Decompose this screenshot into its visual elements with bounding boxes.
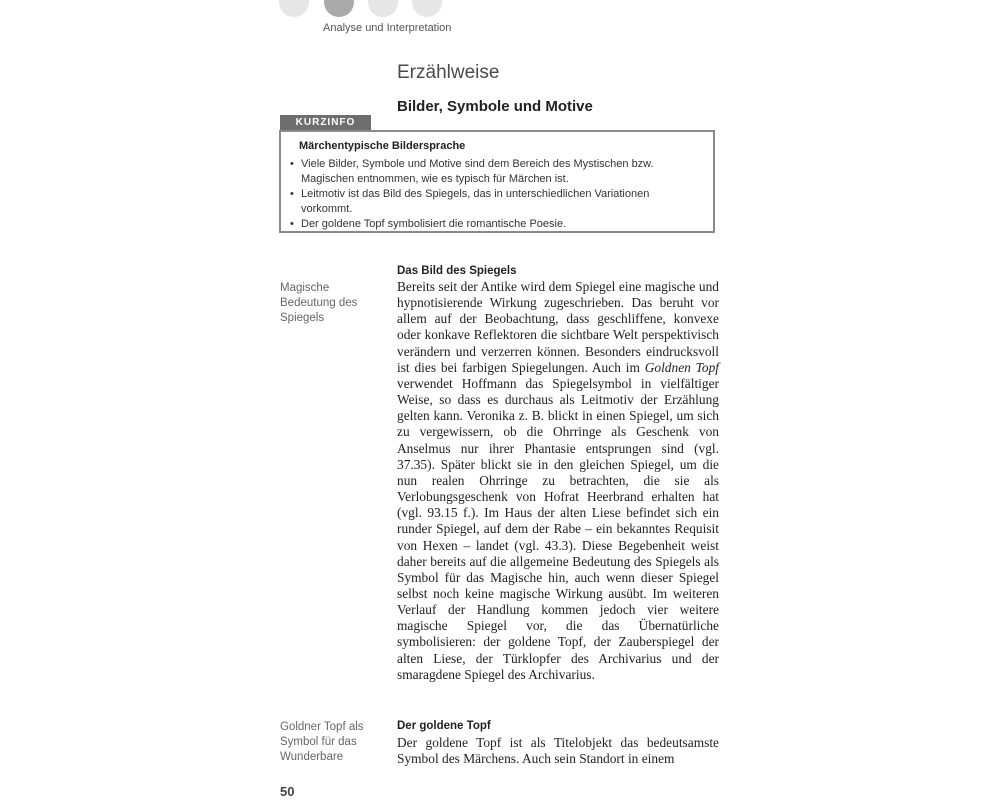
chapter-title: Erzählweise: [397, 62, 500, 83]
section-heading-topf: Der goldene Topf: [397, 720, 491, 732]
kurzinfo-tab: KURZINFO: [280, 115, 371, 131]
kurzinfo-item: • Leitmotiv ist das Bild des Spiegels, das in unterschiedlichen Variationen vorkommt.: [290, 187, 703, 216]
text-segment: Bereits seit der Antike wird dem Spiegel eine magische und hypnotisierende Wirkung zugeschrieben. Das beruht vor allem auf der Beobachtung, dass geschliffene, konvexe oder konkave Reflektoren die sichtbare Welt perspektivisch verändern und verzerren können. Besonders eindrucksvoll ist dies bei farbigen Spiegelungen. Auch im: [397, 279, 719, 375]
chapter-dot-active: [324, 0, 354, 17]
section-text-topf: Der goldene Topf ist als Titelobjekt das bedeutsamste Symbol des Märchens. Auch sein Standort in einem: [397, 735, 719, 767]
kurzinfo-list: [290, 157, 703, 232]
kurzinfo-box: [279, 130, 715, 233]
chapter-dot-1: [279, 0, 309, 17]
kurzinfo-item: • Der goldene Topf symbolisiert die romantische Poesie.: [290, 217, 703, 232]
section-heading-spiegel: Das Bild des Spiegels: [397, 265, 517, 277]
chapter-dot-3: [368, 0, 398, 17]
kurzinfo-item: • Viele Bilder, Symbole und Motive sind dem Bereich des Mystischen bzw. Magischen entnommen, wie es typisch für Märchen ist.: [290, 157, 703, 186]
text-segment: verwendet Hoffmann das Spiegelsymbol in vielfältiger Weise, so dass es durchaus als Leitmotiv der Erzählung gelten kann. Veronika z. B. blickt in einen Spiegel, um sich zu vergewissern, ob die Ohrringe als Geschenk von Anselmus nur ihrer Phantasie entsprungen sind (vgl. 37.35). Später blickt sie in den gleichen Spiegel, um die nun realen Ohrringe zu betrachten, die sie als Verlobungsgeschenk von Hofrat Heerbrand erhalten hat (vgl. 93.15 f.). Im Haus der alten Liese befindet sich ein runder Spiegel, auf dem der Rabe – ein bekanntes Requisit von Hexen – landet (vgl. 43.3). Diese Begebenheit weist daher bereits auf die allgemeine Bedeutung des Spiegels als Symbol für das Magische hin, auch wenn dieser Spiegel selbst noch keine magische Wirkung ausübt. Im weiteren Verlauf der Handlung kommen jedoch vier weitere magische Spiegel vor, die das Übernatürliche symbolisieren: der goldene Topf, der Zauberspiegel der alten Liese, der Türklopfer des Archivarius und der smaragdene Spiegel des Archivarius.: [397, 375, 719, 682]
work-title: Goldnen Topf: [644, 359, 720, 375]
chapter-subtitle: Bilder, Symbole und Motive: [397, 98, 593, 115]
chapter-dot-4: [412, 0, 442, 17]
page-number: 50: [280, 784, 295, 799]
kurzinfo-heading: Märchentypische Bildersprache: [299, 140, 466, 152]
section-text-spiegel: [397, 279, 719, 683]
margin-note-spiegel: Magische Bedeutung des Spiegels: [280, 282, 358, 324]
section-label: Analyse und Interpretation: [323, 22, 452, 34]
margin-note-topf: Goldner Topf als Symbol für das Wunderbare: [280, 721, 364, 763]
